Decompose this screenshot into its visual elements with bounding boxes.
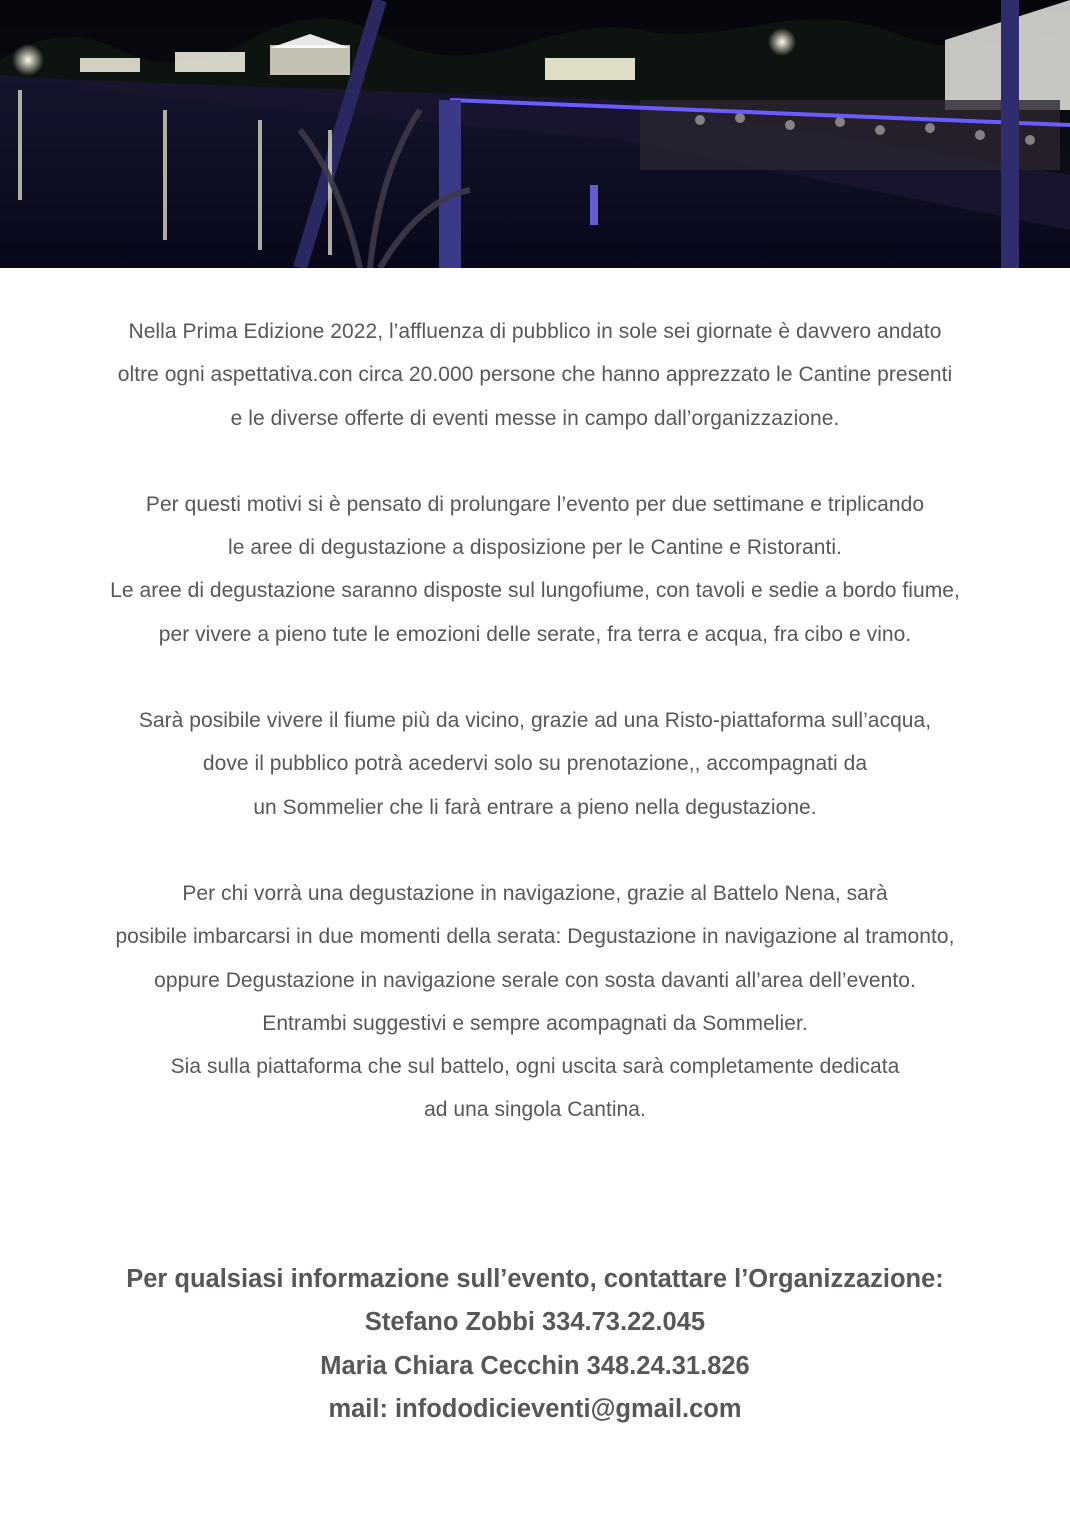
event-description	[0, 310, 1070, 1132]
text-line: per vivere a pieno tute le emozioni delle serate, fra terra e acqua, fra cibo e vino.	[158, 622, 912, 646]
text-line: posibile imbarcarsi in due momenti della serata: Degustazione in navigazione al tramonto,	[115, 925, 955, 949]
contact-section	[0, 1258, 1070, 1431]
text-line: un Sommelier che li farà entrare a pieno nella degustazione.	[253, 795, 817, 819]
contact-person-2: Maria Chiara Cecchin 348.24.31.826	[320, 1351, 750, 1380]
riverside-night-event-photo	[0, 0, 1070, 268]
text-line: dove il pubblico potrà acedervi solo su prenotazione,, accompagnati da	[202, 752, 868, 776]
text-line: oltre ogni aspettativa.con circa 20.000 persone che hanno apprezzato le Cantine presenti	[117, 363, 953, 387]
text-line: ad una singola Cantina.	[424, 1098, 646, 1122]
paragraph-platform	[0, 699, 1070, 829]
text-line: Per chi vorrà una degustazione in navigazione, grazie al Battelo Nena, sarà	[182, 881, 888, 905]
text-line: Entrambi suggestivi e sempre acompagnati da Sommelier.	[262, 1011, 808, 1035]
text-line: Sarà posibile vivere il fiume più da vicino, grazie ad una Risto-piattaforma sull’acqua,	[138, 709, 932, 733]
text-line: oppure Degustazione in navigazione serale con sosta davanti all’area dell’evento.	[154, 968, 916, 992]
text-line: Sia sulla piattaforma che sul battelo, ogni uscita sarà completamente dedicata	[170, 1055, 900, 1079]
paragraph-extension	[0, 483, 1070, 656]
text-line: Nella Prima Edizione 2022, l’affluenza di pubblico in sole sei giornate è davvero andato	[128, 320, 942, 343]
contact-person-1: Stefano Zobbi 334.73.22.045	[364, 1308, 706, 1337]
text-line: Per questi motivi si è pensato di prolungare l’evento per due settimane e triplicando	[145, 492, 925, 516]
text-line: le aree di degustazione a disposizione per le Cantine e Ristoranti.	[228, 536, 842, 560]
paragraph-first-edition	[0, 310, 1070, 440]
text-line: e le diverse offerte di eventi messe in campo dall’organizzazione.	[230, 406, 840, 430]
text-line: Le aree di degustazione saranno disposte sul lungofiume, con tavoli e sedie a bordo fiume,	[110, 579, 960, 603]
contact-heading: Per qualsiasi informazione sull’evento, contattare l’Organizzazione:	[126, 1265, 944, 1293]
hero-photo	[0, 0, 1070, 268]
contact-email[interactable]: mail: infododicieventi@gmail.com	[328, 1394, 742, 1423]
paragraph-boat	[0, 872, 1070, 1132]
